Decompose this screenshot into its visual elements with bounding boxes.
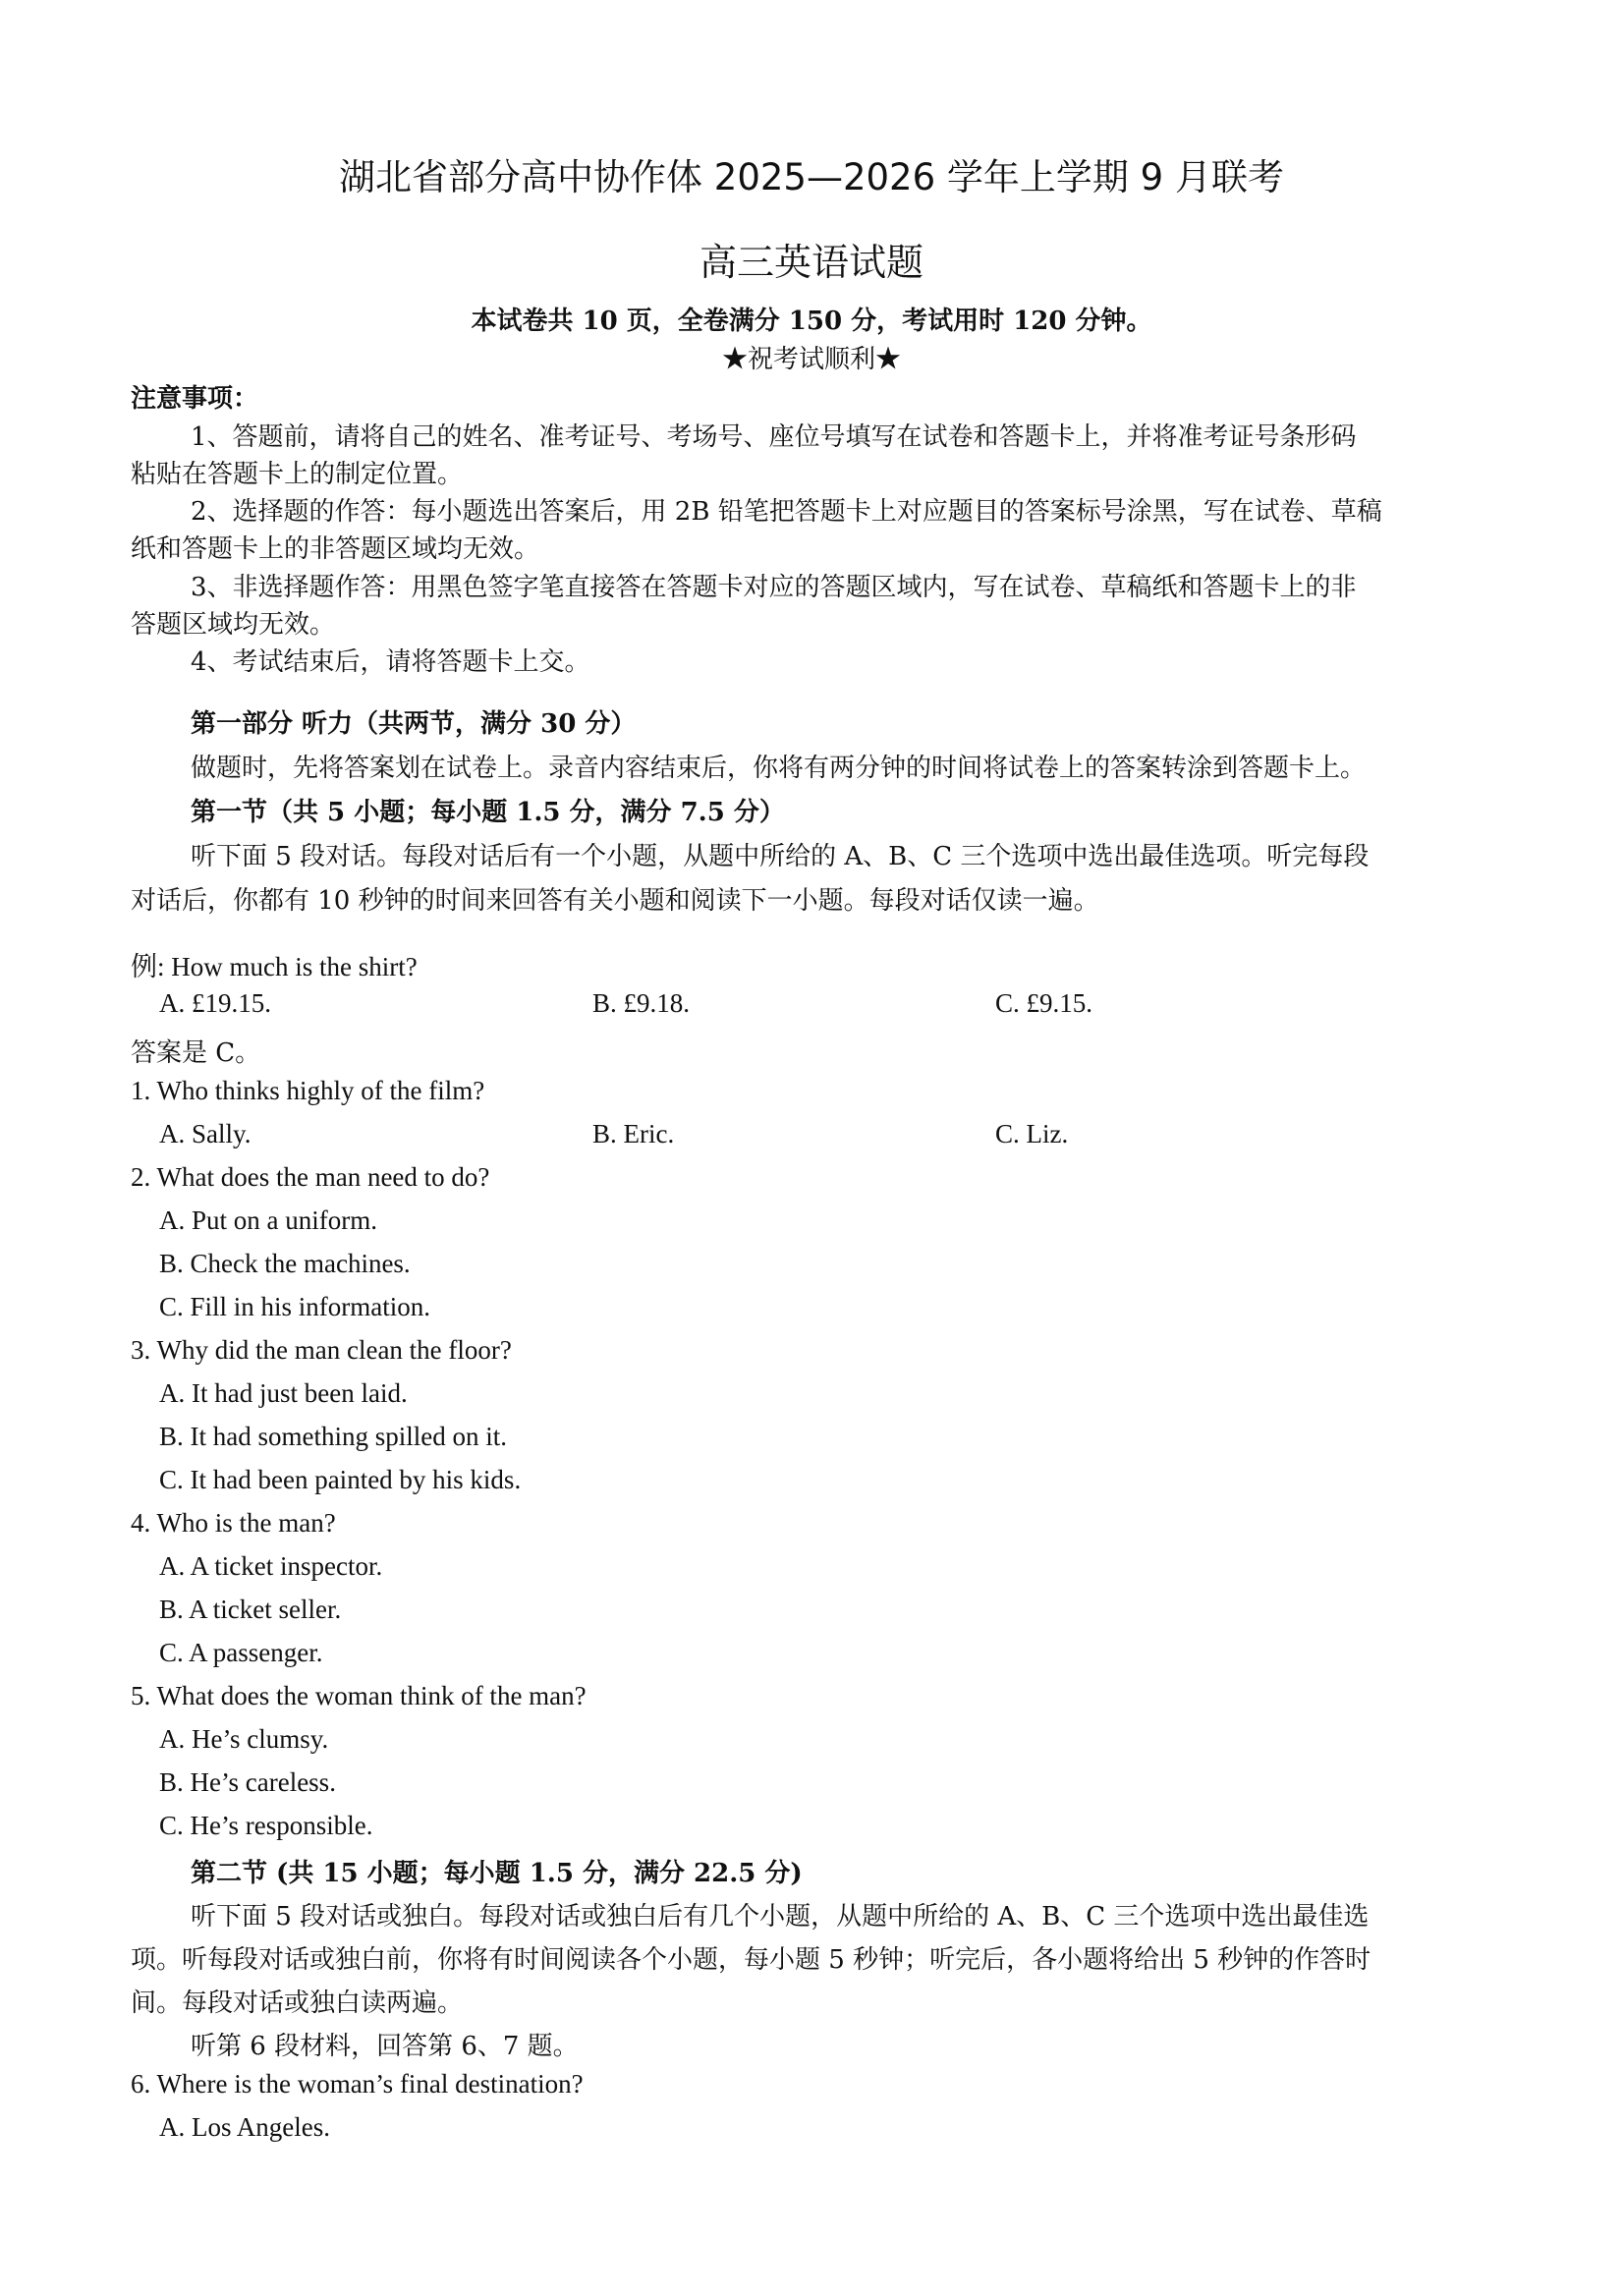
example-answer: 答案是 C。	[131, 1038, 261, 1068]
question-1-option-b: B. Eric.	[592, 1119, 675, 1148]
question-5-option-b: B. He’s careless.	[159, 1767, 336, 1797]
question-1-option-a: A. Sally.	[159, 1119, 252, 1148]
question-6-option-a: A. Los Angeles.	[159, 2112, 330, 2142]
question-1-option-c: C. Liz.	[995, 1119, 1069, 1148]
example-question: 例: How much is the shirt?	[131, 952, 418, 981]
question-1: 1. Who thinks highly of the film?	[131, 1076, 485, 1105]
question-5-option-c: C. He’s responsible.	[159, 1811, 373, 1840]
question-3-option-a: A. It had just been laid.	[159, 1378, 408, 1408]
exam-title: 湖北省部分高中协作体 2025—2026 学年上学期 9 月联考	[339, 156, 1284, 198]
section2-instructions: 项。听每段对话或独白前，你将有时间阅读各个小题，每小题 5 秒钟；听完后，各小题将给出 5 秒钟的作答时	[131, 1945, 1371, 1975]
question-6: 6. Where is the woman’s final destination?	[131, 2069, 584, 2099]
question-2-option-b: B. Check the machines.	[159, 1249, 411, 1278]
notice-line: 粘贴在答题卡上的制定位置。	[131, 460, 464, 489]
question-4: 4. Who is the man?	[131, 1508, 336, 1538]
example-option-b: B. £9.18.	[592, 988, 691, 1018]
question-3-option-c: C. It had been painted by his kids.	[159, 1465, 522, 1494]
question-4-option-b: B. A ticket seller.	[159, 1595, 342, 1624]
notice-line: 3、非选择题作答：用黑色签字笔直接答在答题卡对应的答题区域内，写在试卷、草稿纸和答题卡上的非	[191, 573, 1357, 602]
section2-material-note: 听第 6 段材料，回答第 6、7 题。	[191, 2032, 579, 2061]
section2-heading: 第二节 (共 15 小题；每小题 1.5 分，满分 22.5 分)	[191, 1859, 803, 1888]
section1-heading: 第一节（共 5 小题；每小题 1.5 分，满分 7.5 分）	[191, 798, 785, 827]
exam-info: 本试卷共 10 页，全卷满分 150 分，考试用时 120 分钟。	[471, 307, 1152, 336]
section1-instructions: 听下面 5 段对话。每段对话后有一个小题，从题中所给的 A、B、C 三个选项中选出最佳选项。听完每段	[191, 842, 1370, 871]
question-5: 5. What does the woman think of the man?	[131, 1681, 587, 1710]
example-option-c: C. £9.15.	[995, 988, 1093, 1018]
question-4-option-c: C. A passenger.	[159, 1638, 323, 1667]
section1-instructions: 对话后，你都有 10 秒钟的时间来回答有关小题和阅读下一小题。每段对话仅读一遍。	[131, 886, 1099, 916]
question-3-option-b: B. It had something spilled on it.	[159, 1422, 507, 1451]
notice-line: 2、选择题的作答：每小题选出答案后，用 2B 铅笔把答题卡上对应题目的答案标号涂黑，写在试卷、草稿	[191, 497, 1382, 527]
example-option-a: A. £19.15.	[159, 988, 271, 1018]
notice-line: 纸和答题卡上的非答题区域均无效。	[131, 534, 540, 564]
part1-heading: 第一部分 听力（共两节，满分 30 分）	[191, 709, 637, 739]
notice-heading: 注意事项：	[131, 384, 259, 414]
question-2: 2. What does the man need to do?	[131, 1162, 490, 1192]
notice-line: 1、答题前，请将自己的姓名、准考证号、考场号、座位号填写在试卷和答题卡上，并将准考证号条形码	[191, 422, 1357, 452]
question-2-option-c: C. Fill in his information.	[159, 1292, 431, 1321]
part1-intro: 做题时，先将答案划在试卷上。录音内容结束后，你将有两分钟的时间将试卷上的答案转涂到答题卡上。	[191, 754, 1367, 783]
notice-line: 4、考试结束后，请将答题卡上交。	[191, 647, 590, 677]
question-3: 3. Why did the man clean the floor?	[131, 1335, 512, 1365]
notice-line: 答题区域均无效。	[131, 610, 336, 640]
section2-instructions: 间。每段对话或独白读两遍。	[131, 1988, 464, 2018]
section2-instructions: 听下面 5 段对话或独白。每段对话或独白后有几个小题，从题中所给的 A、B、C 三个选项中选出最佳选	[191, 1902, 1370, 1932]
question-2-option-a: A. Put on a uniform.	[159, 1205, 377, 1235]
question-4-option-a: A. A ticket inspector.	[159, 1551, 383, 1581]
question-5-option-a: A. He’s clumsy.	[159, 1724, 329, 1754]
good-luck-line: ★祝考试顺利★	[721, 345, 901, 374]
exam-subtitle: 高三英语试题	[699, 241, 923, 284]
